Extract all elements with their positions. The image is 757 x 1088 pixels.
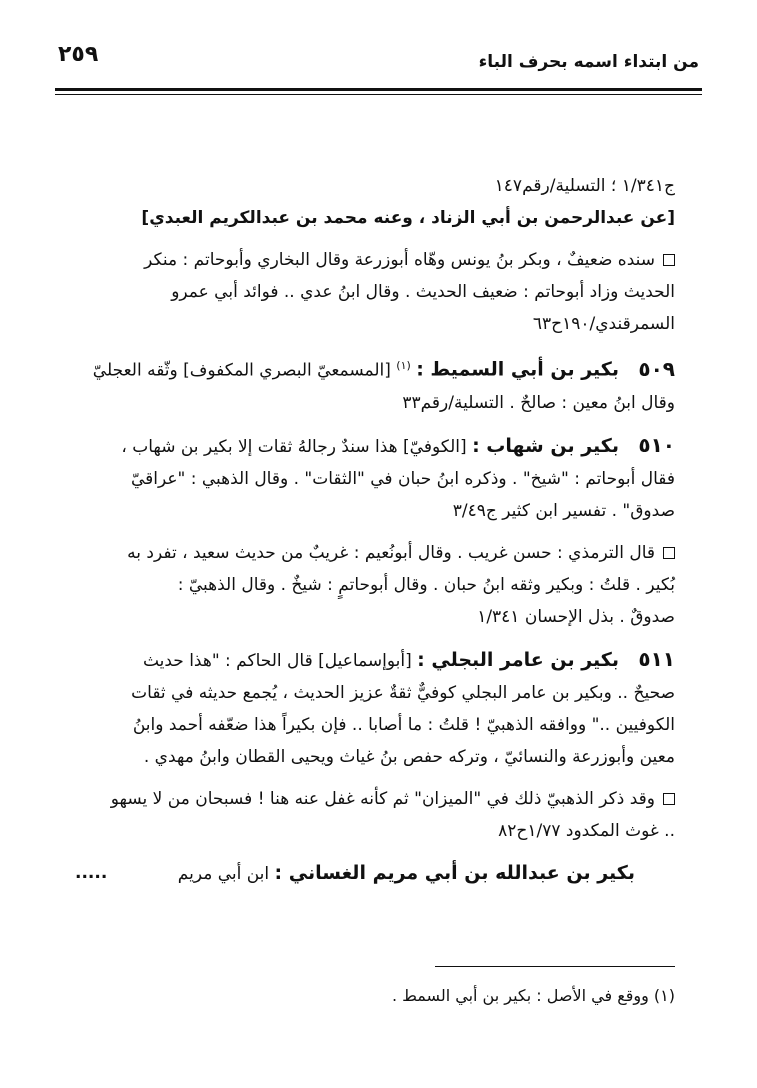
note-line: الحديث وزاد أبوحاتم : ضعيف الحديث . وقال ابنُ عدي .. فوائد أبي عمرو: [171, 282, 675, 302]
header-rule-thin: [55, 94, 702, 95]
note-square-icon: [663, 793, 675, 805]
note-line: سنده ضعيفٌ ، وبكر بنُ يونس وهّاه أبوزرعة وقال البخاري وأبوحاتم : منكر: [144, 250, 655, 270]
running-head: من ابتداء اسمه بحرف الباء: [478, 52, 699, 72]
entry-text: [المسمعيّ البصري المكفوف] وثّقه العجليّ: [92, 360, 391, 381]
note-line: وقد ذكر الذهبيّ ذلك في "الميزان" ثم كأنه غفل عنه هنا ! فسبحان من لا يسهو: [110, 788, 655, 809]
entry-text: الكوفيين .." ووافقه الذهبيّ ! قلتُ : ما أصابا .. فإن بكيراً هذا ضعّفه أحمد وابنُ: [132, 714, 675, 735]
entry-number: ٥١٠: [638, 432, 675, 457]
note-block-3: [75, 783, 675, 847]
entry-511: [75, 643, 675, 773]
entry-name: بكير بن أبي السميط :: [416, 358, 619, 381]
entry-text: [أبوإسماعيل] قال الحاكم : "هذا حديث: [142, 650, 412, 671]
top-reference: ج١/٣٤١ ؛ التسلية/رقم١٤٧: [494, 176, 675, 196]
entry-name: بكير بن عامر البجلي :: [417, 648, 619, 671]
note-block-2: [75, 537, 675, 633]
entry-name: بكير بن عبدالله بن أبي مريم الغساني :: [274, 861, 635, 884]
footnote-marker: (١): [396, 359, 411, 372]
entry-text: ابن أبي مريم: [177, 863, 270, 884]
entry-name: بكير بن شهاب :: [472, 434, 619, 457]
entry-text: فقال أبوحاتم : "شيخ" . وذكره ابنُ حبان في "الثقات" . وقال الذهبي : "عراقيّ: [130, 468, 675, 489]
entry-number: ٥٠٩: [638, 356, 675, 381]
entry-last: [75, 857, 675, 890]
entry-number: ٥١١: [638, 646, 675, 671]
entry-text: صدوق" . تفسير ابن كثير ج٣/٤٩: [452, 500, 675, 521]
chain-line: [عن عبدالرحمن بن أبي الزناد ، وعنه محمد بن عبدالكريم العبدي]: [141, 208, 675, 228]
page-number: ٢٥٩: [58, 42, 99, 67]
header-rule-thick: [55, 88, 702, 91]
note-line: بُكير . قلتُ : وبكير وثقه ابنُ حبان . وقال أبوحاتمٍ : شيخٌ . وقال الذهبيّ :: [177, 574, 675, 595]
note-line: .. غوث المكدود ١/٧٧ح٨٢: [498, 820, 675, 841]
note-block-1: [75, 244, 675, 340]
footnote-divider: [435, 966, 675, 967]
main-text: [75, 170, 675, 890]
entry-dots: .....: [75, 862, 108, 883]
entry-text: وقال ابنُ معين : صالحٌ . التسلية/رقم٣٣: [402, 392, 675, 413]
note-square-icon: [663, 254, 675, 266]
note-line: السمرقندي/١٩٠ح٦٣: [532, 314, 675, 334]
entry-text: صحيحٌ .. وبكير بن عامر البجلي كوفيٌّ ثقةٌ عزيز الحديث ، يُجمع حديثه في ثقات: [131, 682, 675, 703]
entry-509: [75, 350, 675, 419]
note-square-icon: [663, 547, 675, 559]
note-line: قال الترمذي : حسن غريب . وقال أبونُعيم : غريبٌ من حديث سعيد ، تفرد به: [127, 542, 655, 563]
note-line: صدوقٌ . بذل الإحسان ١/٣٤١: [477, 606, 675, 627]
entry-510: [75, 429, 675, 527]
entry-text: [الكوفيّ] هذا سندٌ رجالهُ ثقات إلا بكير بن شهاب ،: [121, 436, 467, 457]
page-header: [58, 42, 699, 82]
entry-text: معين وأبوزرعة والنسائيّ ، وتركه حفص بنُ غياث ويحيى القطان وابنُ مهدي .: [143, 746, 675, 767]
footnote: (١) ووقع في الأصل : بكير بن أبي السمط .: [391, 986, 675, 1005]
